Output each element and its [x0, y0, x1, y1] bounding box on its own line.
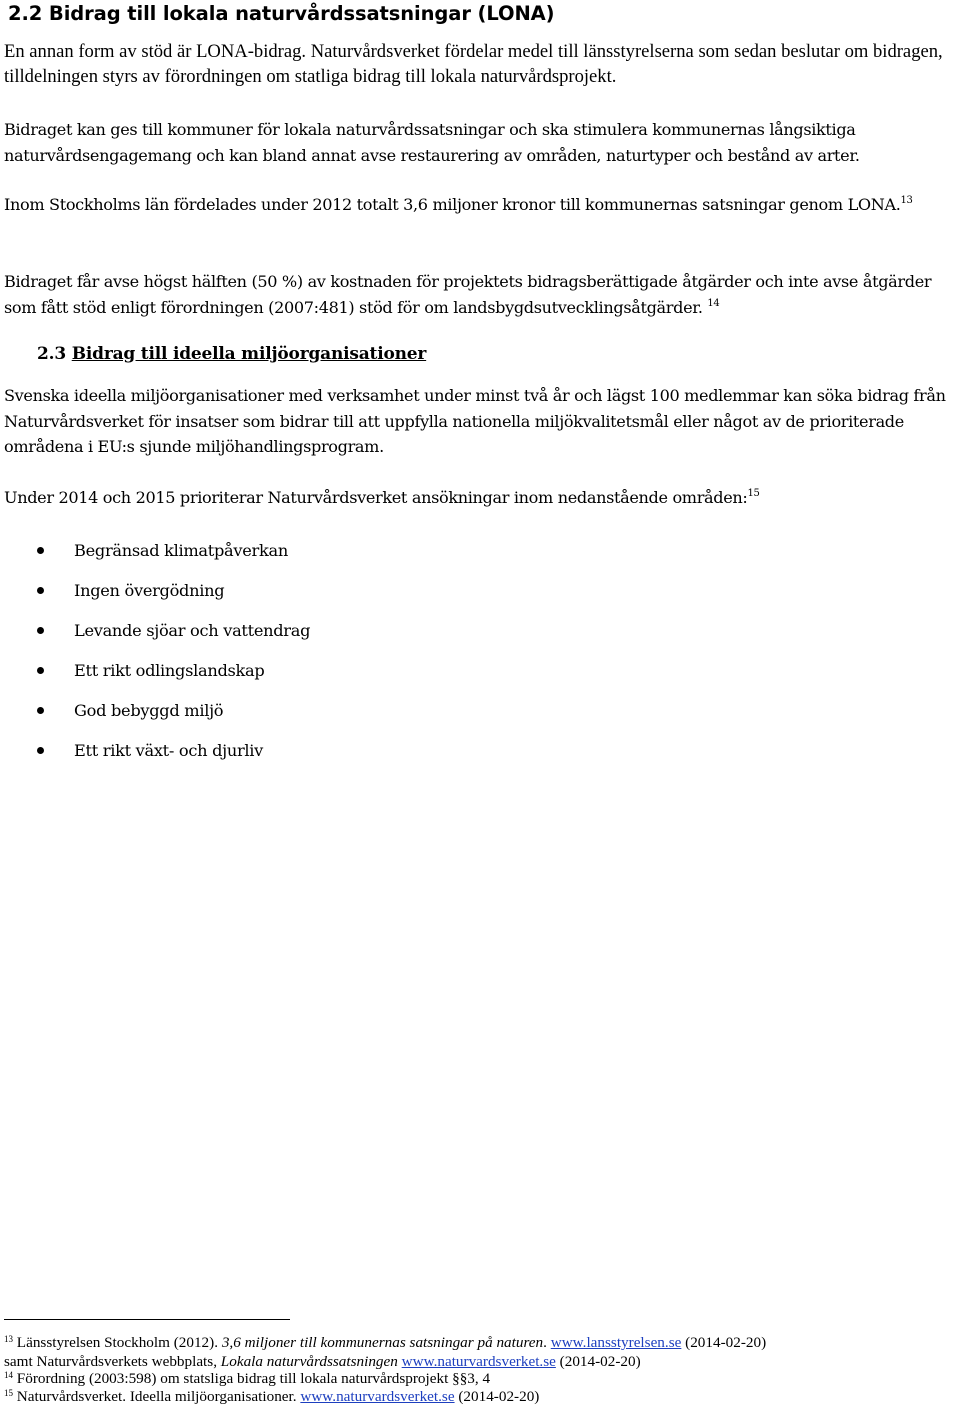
paragraph-bidraget: Bidraget kan ges till kommuner för lokala naturvårdssatsningar och ska stimulera kommunernas långsiktiga naturvårdsengagemang och kan bland annat avse restaurering av områden, naturtyper och bestånd av arter. — [4, 120, 860, 165]
footnote-13-line2-link[interactable]: www.naturvardsverket.se — [401, 1353, 556, 1370]
footnote-14-text: Förordning (2003:598) om statsliga bidrag till lokala naturvårdsprojekt §§3, 4 — [13, 1370, 491, 1387]
list-item-label: Ett rikt växt- och djurliv — [74, 741, 264, 760]
footnote-13-title: 3,6 miljoner till kommunernas satsningar på naturen — [221, 1334, 544, 1351]
list-item — [0, 658, 310, 698]
list-item — [0, 578, 310, 618]
footnote-13-line2-date: (2014-02-20) — [555, 1353, 641, 1370]
bullet-icon — [37, 667, 44, 674]
list-item — [0, 618, 310, 658]
list-item-label: Ett rikt odlingslandskap — [74, 661, 265, 680]
paragraph-prioriterar-text: Under 2014 och 2015 prioriterar Naturvårdsverket ansökningar inom nedanstående områden: — [4, 488, 748, 507]
section-heading-2-2: 2.2 Bidrag till lokala naturvårdssatsningar (LONA) — [8, 2, 555, 25]
paragraph-stockholm — [4, 192, 960, 218]
footnote-number-14: 14 — [4, 1370, 13, 1380]
list-item — [0, 738, 310, 778]
footnote-15 — [4, 1387, 539, 1406]
paragraph-prioriterar — [4, 485, 960, 511]
bullet-icon — [37, 587, 44, 594]
paragraph-halften-text: Bidraget får avse högst hälften (50 %) av kostnaden för projektets bidragsberättigade åtgärder och inte avse åtgärder som fått stöd enligt förordningen (2007:481) stöd för om landsbygdsutvecklingsåtgärder. — [4, 272, 932, 317]
list-item-label: Ingen övergödning — [74, 581, 225, 600]
footnote-13-line2-title: Lokala naturvårdssatsningen — [220, 1353, 398, 1370]
paragraph-ideella: Svenska ideella miljöorganisationer med verksamhet under minst två år och lägst 100 medlemmar kan söka bidrag från Naturvårdsverket för insatser som bidrar till att uppfylla nationella miljökvalitetsmål eller något av de prioriterade områdena i EU:s sjunde miljöhandlingsprogram. — [4, 386, 946, 456]
section-heading-2-3-number: 2.3 — [37, 344, 72, 364]
list-item-label: Levande sjöar och vattendrag — [74, 621, 311, 640]
section-heading-2-3-title: Bidrag till ideella miljöorganisationer — [71, 344, 427, 364]
footnote-13-punct: . — [543, 1334, 551, 1351]
footnote-13 — [4, 1333, 766, 1352]
footnote-ref-14[interactable]: 14 — [707, 297, 720, 309]
list-item — [0, 698, 310, 738]
section-heading-2-3 — [37, 344, 426, 364]
paragraph-halften — [4, 269, 960, 320]
bullet-icon — [37, 547, 44, 554]
footnote-15-date: (2014-02-20) — [454, 1388, 540, 1405]
footnote-13-link[interactable]: www.lansstyrelsen.se — [550, 1334, 682, 1351]
paragraph-stockholm-text: Inom Stockholms län fördelades under 2012 totalt 3,6 miljoner kronor till kommunernas satsningar genom LONA. — [4, 195, 901, 214]
bullet-icon — [37, 707, 44, 714]
footnote-14 — [4, 1369, 490, 1388]
bullet-icon — [37, 627, 44, 634]
footnote-number-13: 13 — [4, 1334, 13, 1344]
list-item-label: God bebyggd miljö — [74, 701, 224, 720]
list-item-label: Begränsad klimatpåverkan — [74, 541, 288, 560]
footnote-separator — [4, 1319, 290, 1320]
priority-areas-list — [0, 538, 310, 778]
footnote-number-15: 15 — [4, 1388, 13, 1398]
footnote-13-line2-text: samt Naturvårdsverkets webbplats, — [4, 1353, 221, 1370]
footnote-ref-15[interactable]: 15 — [747, 488, 760, 499]
footnote-13-date: (2014-02-20) — [681, 1334, 767, 1351]
bullet-icon — [37, 747, 44, 754]
footnote-13-text: Länsstyrelsen Stockholm (2012). — [13, 1334, 222, 1351]
footnote-15-text: Naturvårdsverket. Ideella miljöorganisationer. — [13, 1388, 301, 1405]
list-item — [0, 538, 310, 578]
footnote-ref-13[interactable]: 13 — [900, 195, 913, 206]
paragraph-lona-intro: En annan form av stöd är LONA-bidrag. Naturvårdsverket fördelar medel till länsstyrelserna som sedan beslutar om bidragen, tilldelningen styrs av förordningen om statliga bidrag till lokala naturvårdsprojekt. — [4, 41, 943, 87]
footnote-15-link[interactable]: www.naturvardsverket.se — [300, 1388, 455, 1405]
